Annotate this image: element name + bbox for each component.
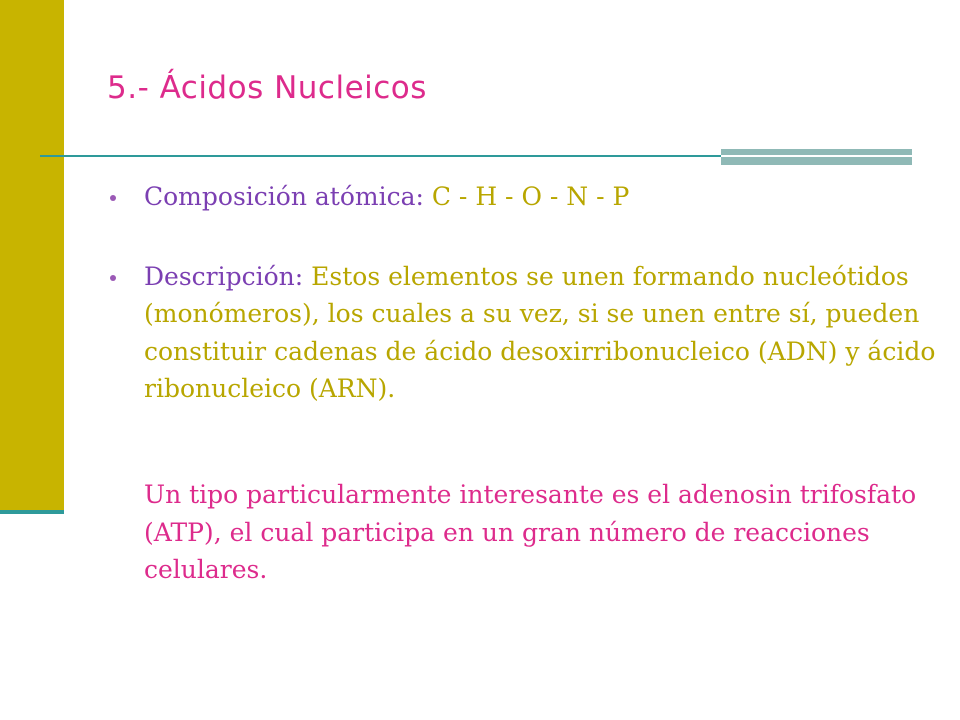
- left-accent-bar: [0, 0, 64, 512]
- bullet-label: Descripción:: [144, 261, 312, 291]
- bullet-label: Composición atómica:: [144, 182, 432, 211]
- title-divider-accent: [721, 149, 912, 165]
- bullet-text: C - H - O - N - P: [431, 182, 630, 211]
- bullet-text: Estos elementos se unen formando nucleótidos (monómeros), los cuales a su vez, si se unen entre sí, pueden constituir cadenas de ácido desoxirribonucleico (ADN) y ácido ribonucleico (ARN).: [144, 261, 936, 403]
- bullet-description: [110, 258, 940, 408]
- bullet-composition: [110, 178, 940, 216]
- slide-title: 5.- Ácidos Nucleicos: [107, 70, 427, 106]
- bullet-dot: [110, 195, 116, 201]
- bullet-dot: [110, 275, 116, 281]
- atp-paragraph: Un tipo particularmente interesante es el adenosin trifosfato (ATP), el cual participa en un gran número de reacciones celulares.: [144, 480, 917, 584]
- bullet-list: [110, 178, 940, 408]
- left-accent-bar-foot: [0, 510, 64, 514]
